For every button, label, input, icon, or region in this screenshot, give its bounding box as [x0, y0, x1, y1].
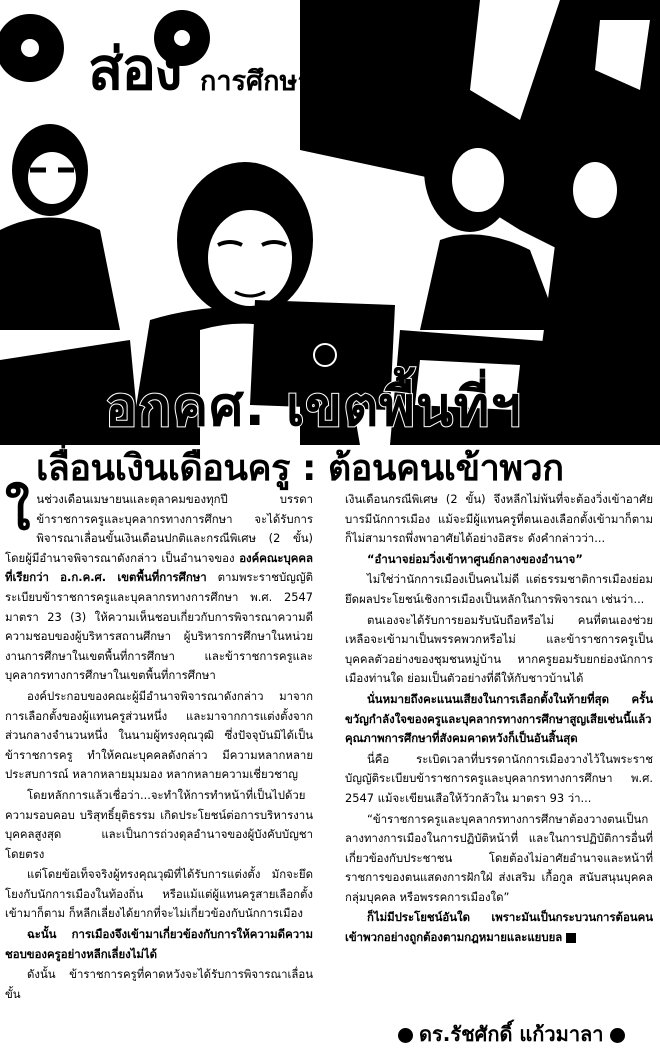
paragraph [5, 481, 313, 686]
paragraph: นี่คือ ระเบิดเวลาที่บรรดานักการเมืองวางไว้ในพระราชบัญญัติระเบียบข้าราชการครูและบุคลากรทางการศึกษา พ.ศ. 2547 แม้จะเขียนเสือให้วัวกลัวใน มาตรา 93 ว่า... [345, 751, 653, 805]
author-name: ดร.รัชศักดิ์ แก้วมาลา [419, 1022, 604, 1046]
paragraph-bold [345, 908, 653, 947]
paragraph: เงินเดือนกรณีพิเศษ (2 ขั้น) จึงหลีกไม่พ้นที่จะต้องวิ่งเข้าอาศัยบารมีนักการเมือง แม้จะมีผู้แทนครูที่ตนเองเลือกตั้งเข้ามาก็ตาม ก็ไม่สามารถพึ่งพาอาศัยได้อย่างอิสระ ดังคำกล่าวว่า... [345, 492, 653, 546]
paragraph-bold: นั่นหมายถึงคะแนนเสียงในการเลือกตั้งในท้ายที่สุด ครั้นขวัญกำลังใจของครูและบุคลากรทางการศึกษาสูญเสียเช่นนี้แล้ว คุณภาพการศึกษาที่สังคมคาดหวังก็เป็นอันสิ้นสุด [345, 691, 653, 746]
paragraph: ตนเองจะได้รับการยอมรับนับถือหรือไม่ คนที่ตนเองช่วยเหลือจะเข้ามาเป็นพรรคพวกหรือไม่ และข้าราชการครูเป็นบุคคลตัวอย่างของชุมชนหมู่บ้าน หากครูยอมรับยกย่องนักการเมืองท่านใด ย่อมเป็นตัวอย่างที่ดีให้กับชาวบ้านได้ [345, 612, 653, 686]
right-column [345, 490, 653, 949]
end-mark [566, 933, 576, 943]
bullet-dot-icon [398, 1028, 413, 1043]
paragraph: โดยหลักการแล้วเชื่อว่า...จะทำให้การทำหน้าที่เป็นไปด้วยความรอบคอบ บริสุทธิ์ยุติธรรม เกิดประโยชน์ต่อการบริหารงานบุคคลสูงสุด และเป็นการถ่วงดุลอำนาจของผู้บังคับบัญชาโดยตรง [5, 787, 313, 861]
paragraph: ไม่ใช่ว่านักการเมืองเป็นคนไม่ดี แต่ธรรมชาติการเมืองย่อมยึดผลประโยชน์เชิงการเมืองเป็นหลักในการพิจารณา เช่นว่า... [345, 572, 653, 606]
cover-photo [0, 0, 660, 445]
byline [392, 1018, 631, 1050]
bullet-dot-icon [610, 1028, 625, 1043]
paragraph: แต่โดยข้อเท็จจริงผู้ทรงคุณวุฒิที่ได้รับการแต่งตั้ง มักจะยึดโยงกับนักการเมืองในท้องถิ่น หรือแม้แต่ผู้แทนครูสายเลือกตั้งเข้ามาก็ตาม ก็หลีกเลี่ยงได้ยากที่จะไม่เกี่ยวข้องกับนักการเมือง [5, 867, 313, 921]
paragraph: องค์ประกอบของคณะผู้มีอำนาจพิจารณาดังกล่าว มาจากการเลือกตั้งของผู้แทนครูส่วนหนึ่ง และมาจากการแต่งตั้งจากส่วนกลางจำนวนหนึ่ง ในนามผู้ทรงคุณวุฒิ ซึ่งปัจจุบันมิได้เป็นข้าราชการครู ทำให้คณะบุคคลดังกล่าว มีความหลากหลายประสบการณ์ หลากหลายมุมมอง หลากหลายความเชี่ยวชาญ [5, 688, 313, 782]
closing-text: ก็ไม่มีประโยชน์อันใด เพราะมันเป็นกระบวนการต้อนคนเข้าพวกอย่างถูกต้องตามกฎหมายและแยบยล [345, 910, 653, 945]
section-subtitle: การศึกษาไทย [200, 66, 360, 97]
left-column [5, 481, 313, 1005]
paragraph-text: ตามพระราชบัญญัติระเบียบข้าราชการครูและบุคลากรทางการศึกษา พ.ศ. 2547 มาตรา 23 (3) ให้ความเห็นชอบเกี่ยวกับการพิจารณาความดีความชอบของผู้บริหารสถานศึกษา ผู้บริหารการศึกษาในหน่วยงานการศึกษาในเขตพื้นที่การศึกษา และข้าราชการครูและบุคลากรทางการศึกษาในเขตพื้นที่การศึกษา [5, 570, 313, 683]
kicker-title: อกคศ. เขตพื้นที่ฯ [105, 375, 522, 438]
dropcap: ใ [5, 481, 31, 542]
paragraph: ดังนั้น ข้าราชการครูที่คาดหวังจะได้รับการพิจารณาเลื่อนขั้น [5, 967, 313, 1001]
paragraph-bold: ฉะนั้น การเมืองจึงเข้ามาเกี่ยวข้องกับการให้ความดีความชอบของครูอย่างหลีกเลี่ยงไม่ได้ [5, 927, 313, 961]
quoted-law: “ข้าราชการครูและบุคลากรทางการศึกษาต้องวางตนเป็นกลางทางการเมืองในการปฏิบัติหน้าที่ และในการปฏิบัติการอื่นที่เกี่ยวข้องกับประชาชน โดยต้องไม่อาศัยอำนาจและหน้าที่ราชการของตนแสดงการฝักใฝ่ ส่งเสริม เกื้อกูล สนับสนุนบุคคล กลุ่มบุคคล หรือพรรคการเมืองใด” [345, 811, 653, 904]
section-title: ส่อง [88, 35, 181, 103]
paragraph-text: นช่วงเดือนเมษายนและตุลาคมของทุกปี บรรดาข้าราชการครูและบุคลากรทางการศึกษา จะได้รับการพิจารณาเลื่อนขั้นเงินเดือนปกติและกรณีพิเศษ (2 ขั้น) โดยผู้มีอำนาจพิจารณาดังกล่าว เป็นอำนาจของ [5, 492, 313, 565]
pull-quote: “อำนาจย่อมวิ่งเข้าหาศูนย์กลางของอำนาจ” [367, 551, 583, 566]
article-body [0, 481, 660, 1057]
headline: เลื่อนเงินเดือนครู : ต้อนคนเข้าพวก [36, 448, 564, 489]
paragraph-bold-text: องค์คณะบุคคลที่เรียกว่า อ.ก.ค.ศ. เขตพื้นที่การศึกษา [5, 550, 313, 585]
